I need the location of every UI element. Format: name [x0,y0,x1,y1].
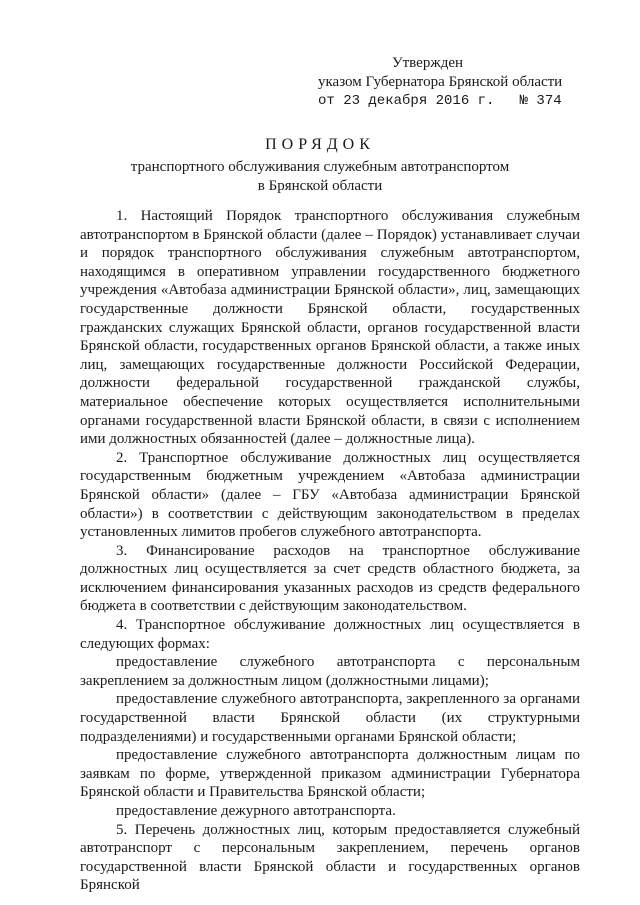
approval-line-2: указом Губернатора Брянской области [318,74,563,90]
paragraph-2: 2. Транспортное обслуживание должностных лиц осуществляется государственным бюджетным учреждением «Автобаза администрации Брянской области» (далее – ГБУ «Автобаза администрации Брянской области») в соответствии с действующим законодательством в пределах установленных лимитов пробегов служебного автотранспорта. [80,449,580,541]
paragraph-4-item-4: предоставление дежурного автотранспорта. [116,803,396,819]
paragraph-4-item-3: предоставление служебного автотранспорта должностным лицам по заявкам по форме, утвержденной приказом администрации Губернатора Брянской области и Правительства Брянской области; [80,747,580,801]
approval-line-3: от 23 декабря 2016 г. № 374 [318,93,562,109]
approval-stamp [318,54,562,111]
subtitle-line-1: транспортного обслуживания служебным автотранспортом [130,159,510,175]
subtitle-line-2: в Брянской области [257,178,383,194]
document-subtitle [60,158,580,196]
approval-line-1: Утвержден [392,55,464,71]
paragraph-4-item-1: предоставление служебного автотранспорта с персональным закреплением за должностным лицом (должностными лицами); [80,654,580,689]
document-body [80,207,580,895]
paragraph-4: 4. Транспортное обслуживание должностных лиц осуществляется в следующих формах: [80,617,580,652]
paragraph-4-item-2: предоставление служебного автотранспорта, закрепленного за органами государственной власти Брянской области (их структурными подразделениями) и государственными органами Брянской области; [80,691,580,745]
document-title: ПОРЯДОК [265,136,375,153]
paragraph-3: 3. Финансирование расходов на транспортное обслуживание должностных лиц осуществляется за счет средств областного бюджета, за исключением финансирования указанных расходов из средств федерального бюджета в соответствии с действующим законодательством. [80,542,580,615]
paragraph-1: 1. Настоящий Порядок транспортного обслуживания служебным автотранспортом в Брянской области (далее – Порядок) устанавливает случаи и порядок транспортного обслуживания служебным автотранспортом, находящимся в оперативном управлении государственного бюджетного учреждения «Автобаза администрации Брянской области», лиц, замещающих государственные должности Брянской области, государственных гражданских служащих Брянской области, органов государственной власти Брянской области, государственных органов Брянской области, а также иных лиц, замещающих государственные должности Российской Федерации, должности федеральной государственной гражданской службы, материальное обеспечение которых осуществляется исполнительными органами государственной власти Брянской области, в связи с исполнением ими должностных обязанностей (далее – должностные лица). [80,208,580,448]
paragraph-5: 5. Перечень должностных лиц, которым предоставляется служебный автотранспорт с персональным закреплением, перечень органов государственной власти Брянской области и государственных органов Брянской [80,821,580,894]
